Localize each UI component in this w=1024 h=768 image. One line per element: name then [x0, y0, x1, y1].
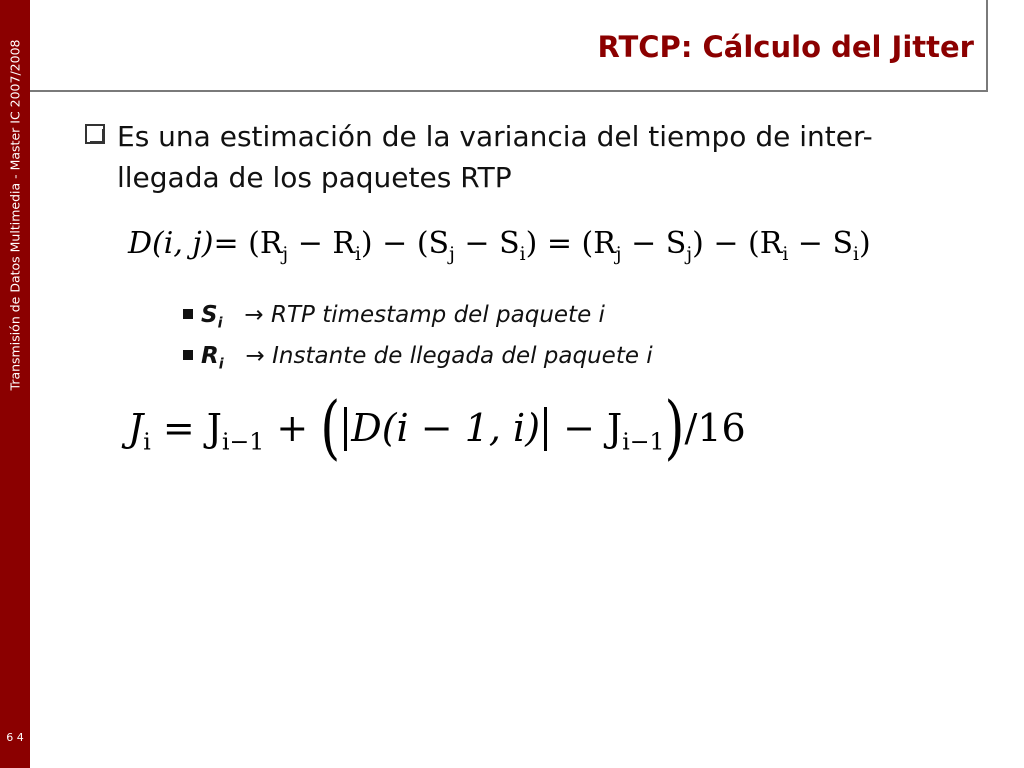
formula-j-sub: i — [143, 427, 151, 456]
formula-d-sub: j — [449, 244, 455, 265]
square-bullet-icon — [183, 309, 193, 319]
checkbox-bullet-icon — [85, 124, 105, 144]
formula-d-part: − S — [788, 226, 854, 261]
sub-bullet-var: R — [201, 343, 219, 369]
right-arrow-icon: → — [230, 343, 273, 369]
sidebar — [0, 0, 30, 768]
abs-bar — [344, 407, 347, 451]
abs-bar — [544, 407, 547, 451]
formula-d-sub: i — [354, 244, 361, 265]
sub-bullet-sub: i — [218, 356, 224, 373]
formula-d-part: − S — [621, 226, 687, 261]
jitter-formula — [128, 387, 746, 469]
formula-d-part: = (R — [213, 226, 283, 261]
right-arrow-icon: → — [229, 302, 271, 328]
formula-d-part: ) − (R — [692, 226, 783, 261]
formula-d-part: ) − (S — [360, 226, 450, 261]
sub-bullet-var: S — [201, 302, 218, 328]
formula-j-part: + — [264, 406, 321, 450]
formula-j-paren: ) — [664, 387, 685, 469]
formula-d-sub: j — [615, 244, 622, 265]
formula-j-part: = J — [150, 406, 222, 450]
delay-difference-formula — [128, 226, 871, 265]
formula-d-part: − R — [288, 226, 355, 261]
sub-bullet-sub: i — [217, 315, 223, 332]
formula-j-symbol: J — [128, 406, 144, 450]
formula-j-sub: i−1 — [222, 427, 265, 456]
formula-j-part: /16 — [684, 406, 746, 450]
formula-d-sub: j — [686, 244, 693, 265]
formula-d-sub: j — [282, 244, 289, 265]
sub-bullet-s — [183, 302, 605, 332]
formula-d-part: ) = (R — [525, 226, 616, 261]
sub-bullet-r — [183, 343, 653, 373]
formula-j-sub: i−1 — [622, 427, 665, 456]
sidebar-text: Transmisión de Datos Multimedia - Master IC 2007/2008 — [7, 39, 23, 391]
formula-j-paren: ( — [320, 387, 341, 469]
formula-j-part: D(i − 1, i) — [351, 406, 541, 450]
square-bullet-icon — [183, 350, 193, 360]
sub-bullet-desc: RTP timestamp del paquete i — [271, 302, 605, 328]
sub-bullet-desc: Instante de llegada del paquete i — [272, 343, 653, 369]
formula-d-sub: i — [782, 244, 789, 265]
main-bullet-text: Es una estimación de la variancia del tiempo de inter-llegada de los paquetes RTP — [117, 120, 873, 194]
formula-d-part: − S — [454, 226, 520, 261]
formula-d-sub: i — [853, 244, 859, 265]
page-number: 6 4 — [6, 731, 24, 744]
formula-d-lhs: D(i, j) — [128, 226, 214, 261]
formula-d-part: ) — [858, 226, 871, 261]
formula-d-sub: i — [519, 244, 526, 265]
slide-title: RTCP: Cálculo del Jitter — [597, 30, 974, 64]
formula-j-part: − J — [551, 406, 623, 450]
main-bullet — [85, 116, 965, 198]
